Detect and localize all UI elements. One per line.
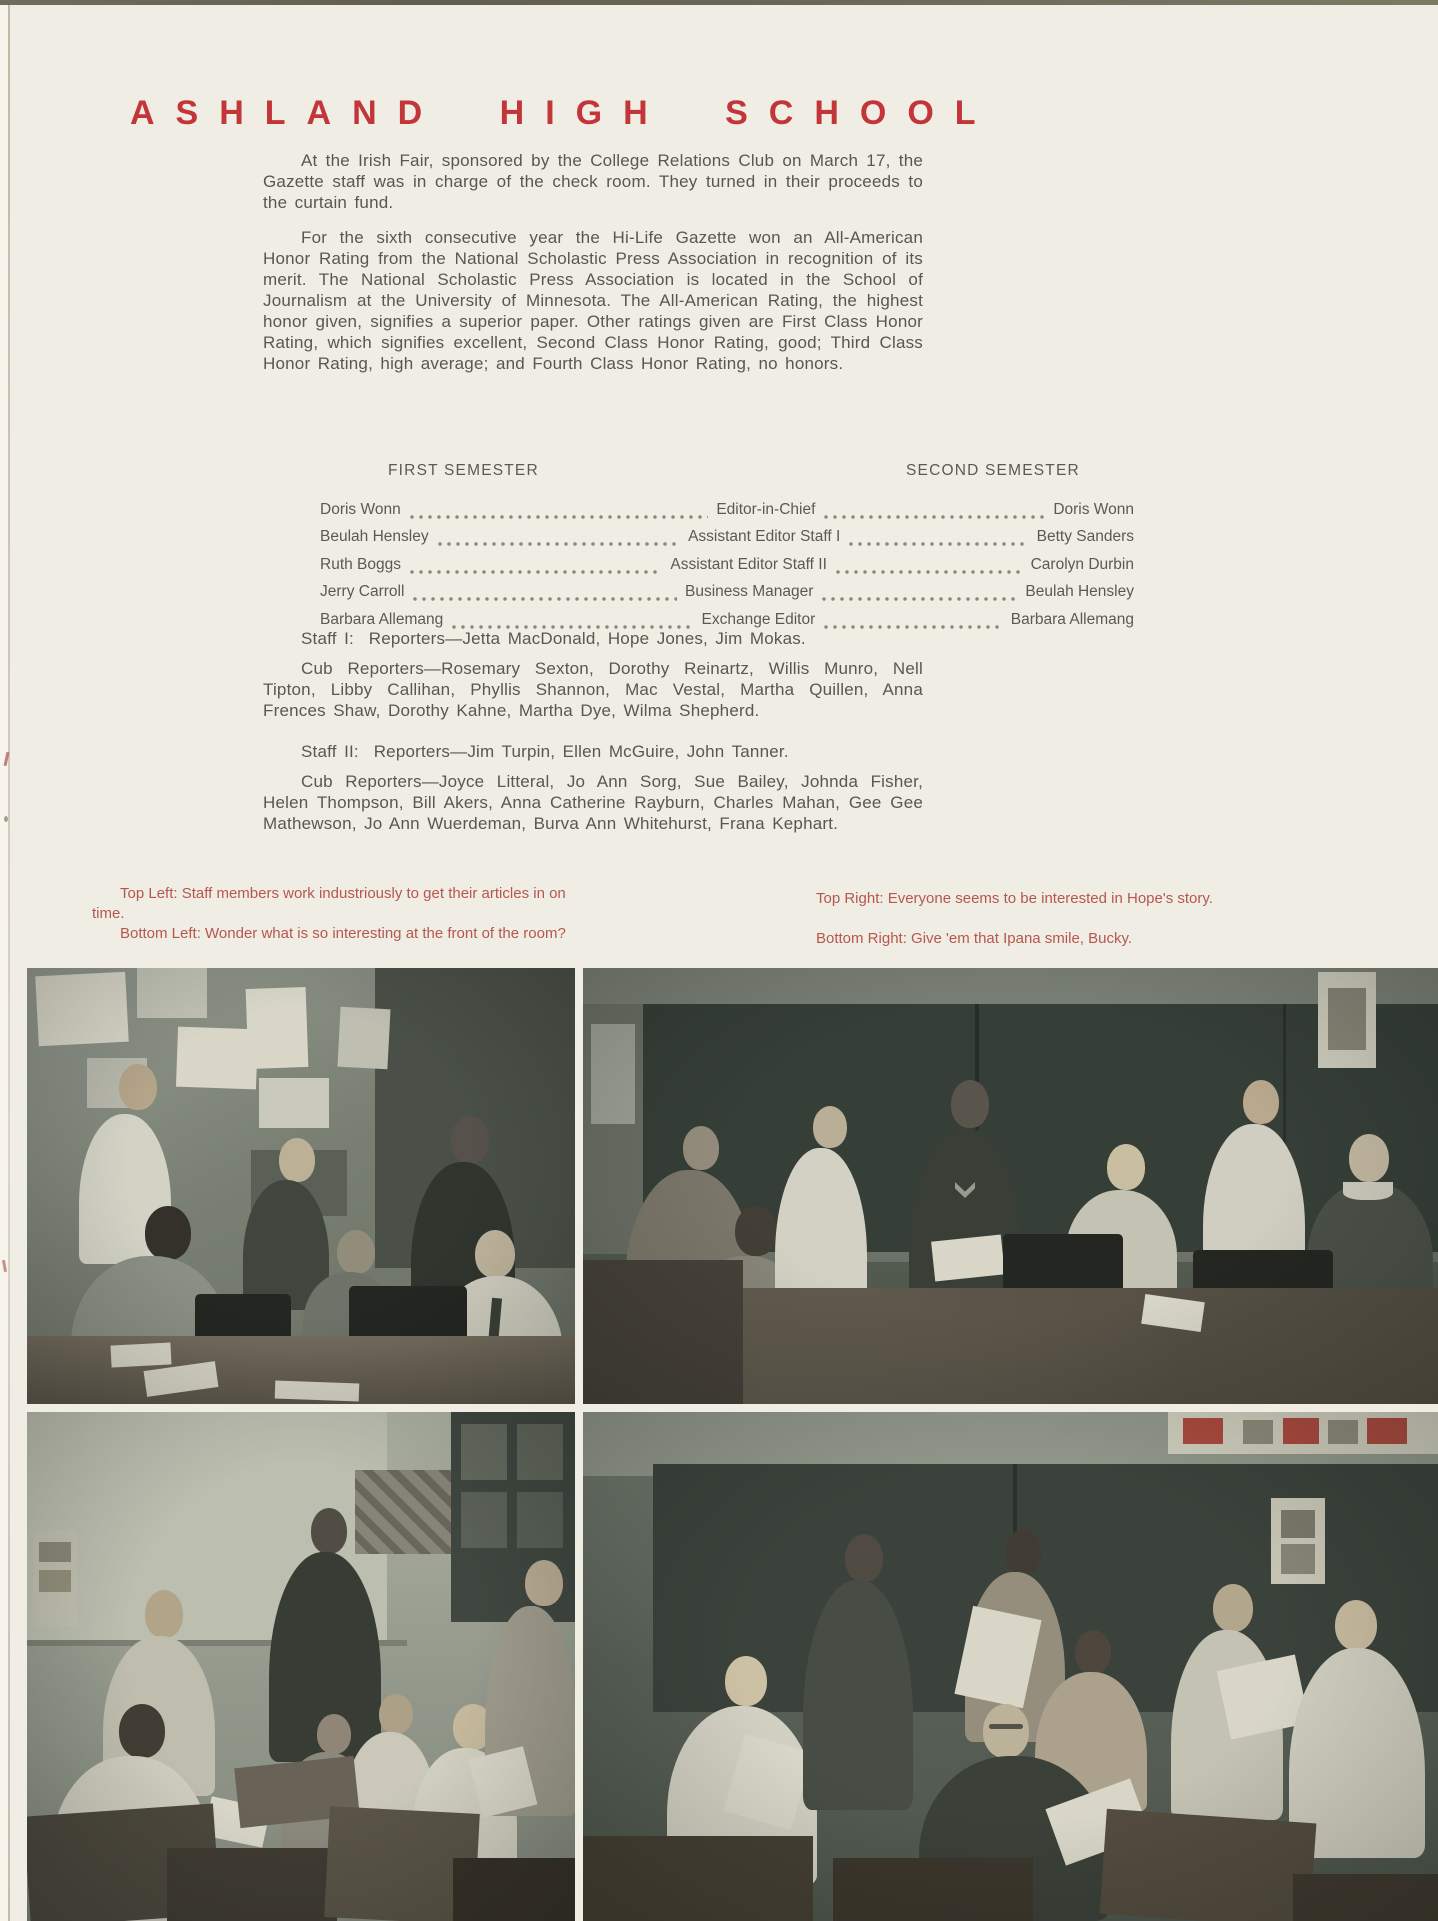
door-pane	[591, 1024, 635, 1124]
first-semester-header: FIRST SEMESTER	[388, 462, 539, 479]
figure-head	[311, 1508, 347, 1554]
staff-row	[320, 602, 1134, 630]
intro-text	[263, 150, 923, 394]
photo-bottom-left	[27, 1412, 575, 1921]
shirt-collar	[1343, 1182, 1393, 1200]
dotted-leader	[409, 560, 662, 575]
staff1-cub-reporters: Cub Reporters—Rosemary Sexton, Dorothy Reinartz, Willis Munro, Nell Tipton, Libby Callihan, Phyllis Shannon, Mac Vestal, Martha Quillen, Anna Frences Shaw, Dorothy Kahne, Martha Dye, Wilma Shepherd.	[263, 659, 923, 720]
staff-table	[320, 462, 1134, 630]
figure-head	[1243, 1080, 1279, 1124]
semester-headers	[320, 462, 1134, 492]
figure-head	[735, 1206, 777, 1256]
desk	[833, 1858, 1033, 1921]
staff-role: Business Manager	[685, 583, 814, 600]
paper-sheet	[931, 1234, 1005, 1281]
figure-head	[1213, 1584, 1253, 1632]
second-semester-name: Betty Sanders	[1036, 528, 1134, 545]
dotted-leader	[823, 505, 1045, 520]
second-semester-name: Beulah Hensley	[1025, 583, 1134, 600]
window-pane	[517, 1492, 563, 1548]
banner-letter	[1243, 1420, 1273, 1444]
figure-head	[725, 1656, 767, 1706]
second-semester-name: Doris Wonn	[1053, 500, 1134, 518]
desk	[167, 1848, 337, 1921]
page-left-edge	[0, 0, 8, 1921]
staff-row	[320, 520, 1134, 548]
second-semester-name: Carolyn Durbin	[1030, 555, 1134, 573]
figure-head	[1107, 1144, 1145, 1190]
first-semester-name: Ruth Boggs	[320, 555, 401, 573]
figure-head	[1075, 1630, 1111, 1674]
first-semester-name: Doris Wonn	[320, 500, 401, 518]
figure-head	[379, 1694, 413, 1734]
figure-head	[145, 1206, 191, 1260]
caption-bottom-right: Bottom Right: Give 'em that Ipana smile, Bucky.	[816, 930, 1133, 947]
desk	[453, 1858, 575, 1921]
dotted-leader	[821, 587, 1017, 602]
caption-top-right: Top Right: Everyone seems to be interested in Hope's story.	[816, 890, 1213, 907]
staff-row	[320, 492, 1134, 520]
banner-letter	[1283, 1418, 1319, 1444]
first-semester-name: Beulah Hensley	[320, 528, 429, 545]
photo-top-right	[583, 968, 1438, 1404]
staff-role: Exchange Editor	[701, 610, 816, 628]
staff-role: Assistant Editor Staff II	[670, 555, 827, 573]
dotted-leader	[412, 587, 677, 602]
staff2-cub-reporters: Cub Reporters—Joyce Litteral, Jo Ann Sorg, Sue Bailey, Johnda Fisher, Helen Thompson, Bill Akers, Anna Catherine Rayburn, Charles Mahan, Gee Gee Mathewson, Jo Ann Wuerdeman, Burva Ann Whitehurst, Frana Kephart.	[263, 772, 923, 833]
staff-row	[320, 575, 1134, 603]
staff2-reporters-line: Staff II: Reporters—Jim Turpin, Ellen McGuire, John Tanner.	[301, 742, 789, 761]
caption-bottom-left: Bottom Left: Wonder what is so interesting at the front of the room?	[120, 925, 566, 942]
staff1-reporters-line: Staff I: Reporters—Jetta MacDonald, Hope Jones, Jim Mokas.	[301, 629, 806, 648]
paper-sheet	[275, 1381, 360, 1402]
second-semester-header: SECOND SEMESTER	[906, 462, 1080, 479]
dotted-leader	[409, 505, 709, 520]
figure-head	[1349, 1134, 1389, 1182]
photo-bottom-right	[583, 1412, 1438, 1921]
banner-letter	[1328, 1420, 1358, 1444]
wall-paper	[246, 987, 309, 1069]
figure-head	[475, 1230, 515, 1278]
page-title: ASHLAND HIGH SCHOOL	[130, 94, 997, 132]
intro-paragraph-1: At the Irish Fair, sponsored by the College Relations Club on March 17, the Gazette staff was in charge of the check room. They turned in their proceeds to the curtain fund.	[263, 151, 923, 212]
poster-art	[39, 1570, 71, 1592]
margin-mark	[4, 816, 8, 822]
first-semester-name: Barbara Allemang	[320, 610, 444, 628]
poster-art	[1328, 988, 1366, 1050]
banner-letter	[1367, 1418, 1407, 1444]
figure-head	[451, 1116, 489, 1164]
wall-paper	[176, 1027, 258, 1090]
banner-letter	[1183, 1418, 1223, 1444]
paper-sheet	[110, 1342, 171, 1367]
poster-art	[39, 1542, 71, 1562]
wall-paper	[259, 1078, 329, 1128]
figure-head	[813, 1106, 847, 1148]
staff-role: Editor-in-Chief	[716, 500, 816, 518]
figure-head	[145, 1590, 183, 1638]
captions-left	[92, 884, 570, 944]
poster-art	[1281, 1510, 1315, 1538]
dotted-leader	[835, 560, 1023, 575]
staff-lists	[263, 628, 923, 854]
figure-head	[845, 1534, 883, 1582]
wall-paper	[337, 1007, 390, 1070]
figure-head	[317, 1714, 351, 1754]
eyeglasses	[989, 1724, 1023, 1729]
desk	[1100, 1809, 1317, 1921]
window-pane	[461, 1424, 507, 1480]
desk	[1293, 1874, 1438, 1921]
staff-role: Assistant Editor Staff I	[688, 528, 841, 545]
window-pane	[461, 1492, 507, 1548]
figure-head	[983, 1704, 1029, 1758]
figure-head	[1005, 1530, 1041, 1574]
caption-top-left: Top Left: Staff members work industriously to get their articles in on time.	[92, 885, 566, 922]
window-pane	[517, 1424, 563, 1480]
wall-paper	[35, 972, 129, 1047]
staff-row	[320, 547, 1134, 575]
wall-paper	[137, 968, 207, 1018]
figure-head	[683, 1126, 719, 1170]
intro-paragraph-2: For the sixth consecutive year the Hi-Life Gazette won an All-American Honor Rating from the National Scholastic Press Association in recognition of its merit. The National Scholastic Press Association is located in the School of Journalism at the University of Minnesota. The All-American Rating, the highest honor given, signifies a superior paper. Other ratings given are First Class Honor Rating, which signifies excellent, Second Class Honor Rating, good; Third Class Honor Rating, high average; and Fourth Class Honor Rating, no honors.	[263, 228, 923, 373]
figure-head	[337, 1230, 375, 1274]
figure-head	[525, 1560, 563, 1606]
figure-head	[119, 1064, 157, 1110]
shelf-clutter	[355, 1470, 451, 1554]
page-crease-line	[8, 0, 10, 1921]
figure-head	[951, 1080, 989, 1128]
dotted-leader	[437, 532, 681, 547]
figure-head	[119, 1704, 165, 1758]
first-semester-name: Jerry Carroll	[320, 583, 405, 600]
second-semester-name: Barbara Allemang	[1010, 610, 1134, 628]
figure-head	[279, 1138, 315, 1182]
dotted-leader	[848, 532, 1028, 547]
scan-edge-top	[0, 0, 1438, 5]
figure-head	[1335, 1600, 1377, 1650]
photo-top-left	[27, 968, 575, 1404]
captions-right	[816, 889, 1276, 969]
poster-art	[1281, 1544, 1315, 1574]
desk	[583, 1836, 813, 1921]
desk	[583, 1260, 743, 1404]
